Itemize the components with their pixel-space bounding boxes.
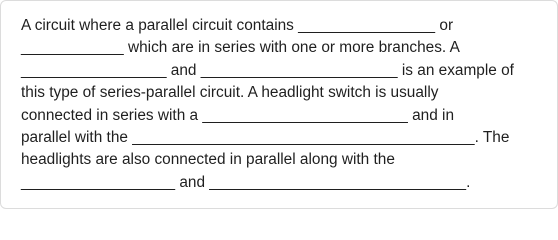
question-line-3: _________________ and _______________________ is an example of bbox=[21, 61, 514, 79]
question-line-6: parallel with the ________________________________________. The bbox=[21, 129, 510, 147]
question-line-1: A circuit where a parallel circuit contains ________________ or bbox=[21, 17, 454, 34]
question-line-5: connected in series with a ________________________ and in bbox=[21, 106, 455, 124]
question-line-7: headlights are also connected in parallel along with the bbox=[21, 151, 395, 169]
question-line-2: ____________ which are in series with one or more branches. A bbox=[21, 39, 460, 57]
question-line-8: __________________ and ______________________________. bbox=[21, 173, 471, 191]
question-text bbox=[21, 15, 551, 194]
question-line-4: this type of series-parallel circuit. A headlight switch is usually bbox=[21, 84, 439, 102]
